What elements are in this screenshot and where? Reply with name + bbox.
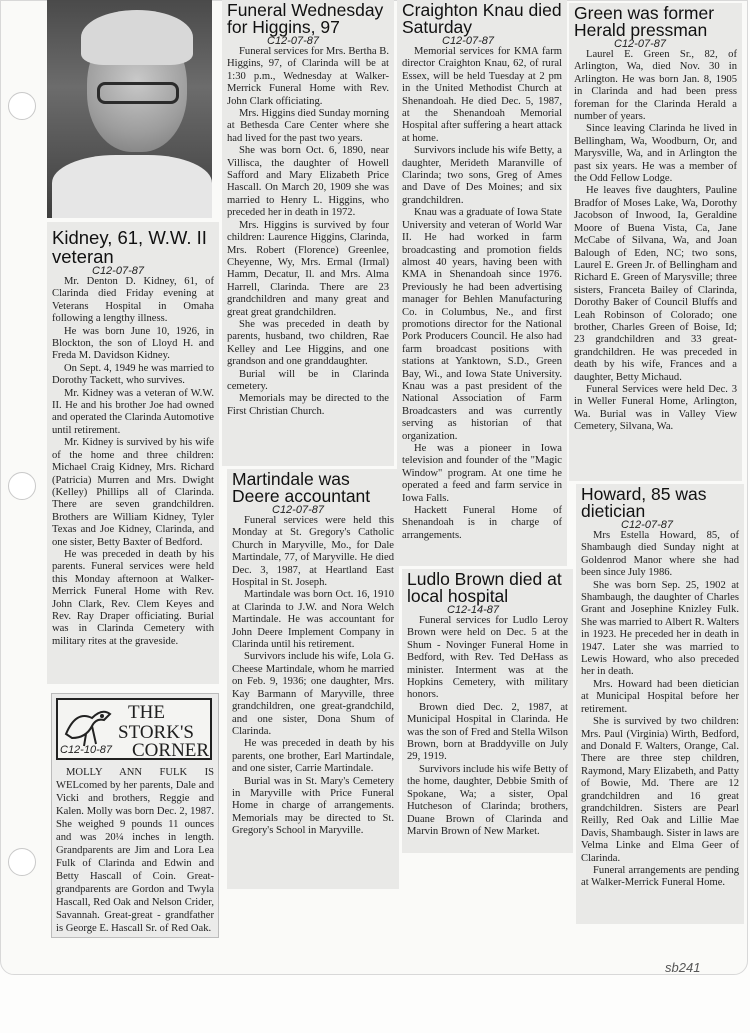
logo-text-corner: CORNER [132, 740, 210, 761]
photo-shirt [52, 155, 212, 218]
green-obituary [569, 3, 742, 481]
knau-paragraph: Survivors include his wife Betty, a daughter, Merideth Maranville of Clarinda; two sons, Greg of Ames and Dave of Des Moines; and six grandchildren. [402, 145, 562, 206]
kidney-paragraph: He was preceded in death by his parents. Funeral services were held this Monday afternoon at Walker-Merrick Funeral Home with Rev. John Clark, Rev. Clem Keyes and Rev. Ray Draper officiating. Burial was in Clarinda Cemetery with military rites at the graveside. [52, 548, 214, 647]
brown-headline: Ludlo Brown died at local hospital [407, 569, 562, 606]
martindale-paragraph: He was preceded in death by his parents, one brother, Earl Martindale, and one sister, Carrie Martindale. [232, 738, 394, 775]
kidney-paragraph: On Sept. 4, 1949 he was married to Dorothy Tackett, who survives. [52, 362, 214, 387]
kidney-handwritten-date: C12-07-87 [92, 265, 144, 277]
higgins-paragraph: Mrs. Higgins is survived by four children: Laurence Higgins, Clarinda, Mrs. Robert (Florence) Greenlee, Cheyenne, Wy, Mrs. Ermal (Irmal) Hamm, Decatur, Il. and Mrs. Alma Harrell, Clarinda. There are 23 grandchildren and many great and great great grandchildren. [227, 219, 389, 318]
green-paragraph: Since leaving Clarinda he lived in Bellingham, Wa, Woodburn, Or, and Marysville, Wa, and in Arlington the past six years. He was a member of the Odd Fellow Lodge. [574, 123, 737, 185]
martindale-paragraph: Funeral services were held this Monday at St. Gregory's Catholic Church in Maryville, Mo., for Dale Martindale, 77, of Maryville. He died Dec. 3, 1987, at Heartland East Hospital in St. Joseph. [232, 515, 394, 589]
green-paragraph: He leaves five daughters, Pauline Bradfor of Moses Lake, Wa, Dorothy Jacobson of Inwood, Ia, Geraldine Moore of Buena Vista, Ca, Jane McCabe of Silvana, Wa, and Joan Balough of Eden, NC; two sons, Laurel E. Green Jr. of Bellingham and Richard E. Green of Marysville; three sisters, Franceta Bailey of Clarinda, Dorothy Baker of Council Bluffs and Leah Robinson of Colorado; one brother, Charles Green of Boise, Id; 23 grandchildren and 33 great-grandchildren. He was preceded in death by his wife, Frances and a daughter, Betty Michaud. [574, 185, 737, 383]
martindale-handwritten-date: C12-07-87 [272, 504, 324, 516]
higgins-paragraph: She was born Oct. 6, 1890, near Villisca, the daughter of Howell Safford and Mary Elizabeth Price Hascall. On March 20, 1909 she was married to Henry L. Higgins, who preceded her in death in 1972. [227, 145, 389, 219]
higgins-paragraph: Memorials may be directed to the First Christian Church. [227, 393, 389, 417]
photo-hair [81, 10, 193, 65]
brown-obituary [402, 569, 573, 853]
brown-paragraph: Brown died Dec. 2, 1987, at Municipal Hospital in Clarinda. He was the son of Fred and Stella Wilson Brown, born at Braddyville on July 29, 1919. [407, 701, 568, 763]
higgins-handwritten-date: C12-07-87 [267, 35, 319, 47]
higgins-headline: Funeral Wednesday for Higgins, 97 [227, 0, 384, 37]
binder-hole-top [8, 92, 36, 120]
martindale-headline: Martindale was Deere accountant [232, 469, 371, 506]
stork-icon [62, 704, 114, 748]
howard-paragraph: Mrs Estella Howard, 85, of Shambaugh died Sunday night at Goldenrod Manor where she had been since July 1986. [581, 530, 739, 579]
higgins-obituary [222, 0, 394, 466]
binder-hole-middle [8, 472, 36, 500]
martindale-obituary [227, 469, 399, 889]
kidney-paragraph: Mr. Denton D. Kidney, 61, of Clarinda died Friday evening at Veterans Hospital in Omaha following a lengthy illness. [52, 276, 214, 325]
logo-text-storks: STORK'S [118, 722, 194, 743]
green-paragraph: Funeral Services were held Dec. 3 in Weller Funeral Home, Arlington, Wa. Burial was in Valley View Cemetery, Silvana, Wa. [574, 383, 737, 433]
higgins-paragraph: Mrs. Higgins died Sunday morning at Bethesda Care Center where she had lived for the past two years. [227, 108, 389, 144]
knau-paragraph: Hackett Funeral Home of Shenandoah is in charge of arrangements. [402, 505, 562, 541]
knau-paragraph: Knau was a graduate of Iowa State University and veteran of World War II. He had worked in farm broadcasting and promotion fields almost 40 years, having been with KMA in Shenandoah since 1976. Previously he had been advertising manager for Behlen Manufacturing Co. in Columbus, Ne., and first promotions director for the National Pork Producers Council. He also had farm broadcast positions with stations at Yanktown, S.D., Green Bay, Wi., and Iowa State University. Knau was a past president of the National Association of Farm Broadcasters and was currently serving as historian of that organization. [402, 207, 562, 442]
howard-paragraph: Mrs. Howard had been dietician at Municipal Hospital before her retirement. [581, 678, 739, 715]
logo-text-the: THE [128, 702, 165, 723]
stork-handwritten-date: C12-10-87 [60, 744, 112, 756]
kidney-obituary [47, 222, 219, 684]
higgins-paragraph: Funeral services for Mrs. Bertha B. Higgins, 97, of Clarinda will be at 1:30 p.m., Wednesday at Walker-Merrick Funeral Home with Rev. John Clark officiating. [227, 46, 389, 107]
howard-paragraph: She was born Sep. 25, 1902 at Shambaugh, the daughter of Charles Grant and Josephine Knizley Fulk. She was married to Albert R. Walters in 1923. He preceded her in death in 1947. Later she was married to Lewis Howard, who also preceded her in death. [581, 579, 739, 678]
brown-handwritten-date: C12-14-87 [447, 604, 499, 616]
green-headline: Green was former Herald pressman [574, 3, 715, 40]
howard-headline: Howard, 85 was dietician [581, 484, 707, 521]
howard-paragraph: She is survived by two children: Mrs. Paul (Virginia) Wirth, Bedford, and Donald F. Walters, Orange, Cal. There are three step children, Raymond, Mary Elizabeth, and Patty of Bowie, Md. There are 12 grandchildren and 16 great grandchildren. Sisters are Pearl Reilly, Red Oak and Lillie Mae Davis, Shambaugh. Sister in laws are Velma Linke and Elma Geer of Clarinda. [581, 716, 739, 864]
martindale-paragraph: Martindale was born Oct. 16, 1910 at Clarinda to J.W. and Nora Welch Martindale. He was accountant for John Deere Implement Company in Clarinda until his retirement. [232, 589, 394, 651]
kidney-headline: Kidney, 61, W.W. II veteran [52, 227, 207, 267]
kidney-paragraph: He was born June 10, 1926, in Blockton, the son of Lloyd H. and Freda M. Davidson Kidney. [52, 325, 214, 362]
storks-corner-logo [56, 698, 212, 760]
higgins-paragraph: She was preceded in death by parents, husband, two children, Rae Kelley and Lee Higgins, and one grandson and one granddaughter. [227, 318, 389, 368]
portrait-photo [47, 0, 212, 218]
martindale-paragraph: Burial was in St. Mary's Cemetery in Maryville with Price Funeral Home in charge of arrangements. Memorials may be directed to St. Gregory's School in Maryville. [232, 775, 394, 837]
knau-paragraph: He was a pioneer in Iowa television and founder of the "Magic Window" program. At one time he operated a feed and farm service in Iowa Falls. [402, 443, 562, 504]
green-paragraph: Laurel E. Green Sr., 82, of Arlington, Wa, died Nov. 30 in Arlington. He was born Jan. 8, 1905 in Clarinda and had been press foreman for the Clarinda Herald a number of years. [574, 49, 737, 123]
binder-hole-bottom [8, 848, 36, 876]
howard-paragraph: Funeral arrangements are pending at Walker-Merrick Funeral Home. [581, 864, 739, 889]
kidney-paragraph: Mr. Kidney is survived by his wife of the home and three children: Michael Craig Kidney, Mrs. Richard (Patricia) Murren and Mrs. Dwight (Kelley) Phillips all of Clarinda. There are seven grandchildren. Brothers are William Kidney, Tyler Texas and Joe Kidney, Clarinda, and one sister, Betty Baxter of Bedford. [52, 437, 214, 548]
storks-corner-clipping [51, 693, 219, 938]
knau-headline: Craighton Knau died Saturday [402, 0, 562, 37]
birth-announcement: MOLLY ANN FULK IS WELcomed by her parents, Dale and Vicki and brothers, Reggie and Kalen. Molly was born Dec. 2, 1987. She weighed 9 pounds 11 ounces and was 20¼ inches in length. Grandparents are Jim and Lora Lea Fulk of Clarinda and Edwin and Betty Hascall of Coin. Great-grandparents are Gordon and Twyla Hascall, Red Oak and Nelson Crider, Savannah. Great-great - grandfather is George E. Hascall Sr. of Red Oak. [56, 767, 214, 934]
kidney-paragraph: Mr. Kidney was a veteran of W.W. II. He and his brother Joe had owned and operated the Clarinda Automotive until retirement. [52, 387, 214, 436]
photo-glasses [97, 82, 179, 104]
brown-paragraph: Survivors include his wife Betty of the home, daughter, Debbie Smith of Spokane, Wa; a sister, Opal Hutcheson of Clarinda; brothers, Duane Brown of Clarinda and Marvin Brown of New Market. [407, 763, 568, 837]
brown-paragraph: Funeral services for Ludlo Leroy Brown were held on Dec. 5 at the Shum - Novinger Funeral Home in Bedford, with Rev. Ted DeHass as minister. Interment was at the Hopkins Cemetery, with military honors. [407, 615, 568, 701]
higgins-paragraph: Burial will be in Clarinda cemetery. [227, 368, 389, 392]
martindale-paragraph: Survivors include his wife, Lola G. Cheese Martindale, whom he married on Feb. 9, 1936; one daughter, Mrs. Kay Barmann of Maryville, three grandchildren, one great-grandchild, and one sister, Dona Shum of Clarinda. [232, 651, 394, 737]
page-number: sb241 [665, 960, 701, 975]
green-handwritten-date: C12-07-87 [614, 38, 666, 50]
knau-handwritten-date: C12-07-87 [442, 35, 494, 47]
howard-handwritten-date: C12-07-87 [621, 519, 673, 531]
knau-paragraph: Memorial services for KMA farm director Craighton Knau, 62, of rural Essex, will be held Tuesday at 2 pm in the United Methodist Church at Shenandoah. He died Dec. 5, 1987, at the Shenandoah Memorial Hospital after suffering a heart attack at home. [402, 46, 562, 144]
howard-obituary [576, 484, 744, 924]
knau-obituary [397, 0, 567, 566]
